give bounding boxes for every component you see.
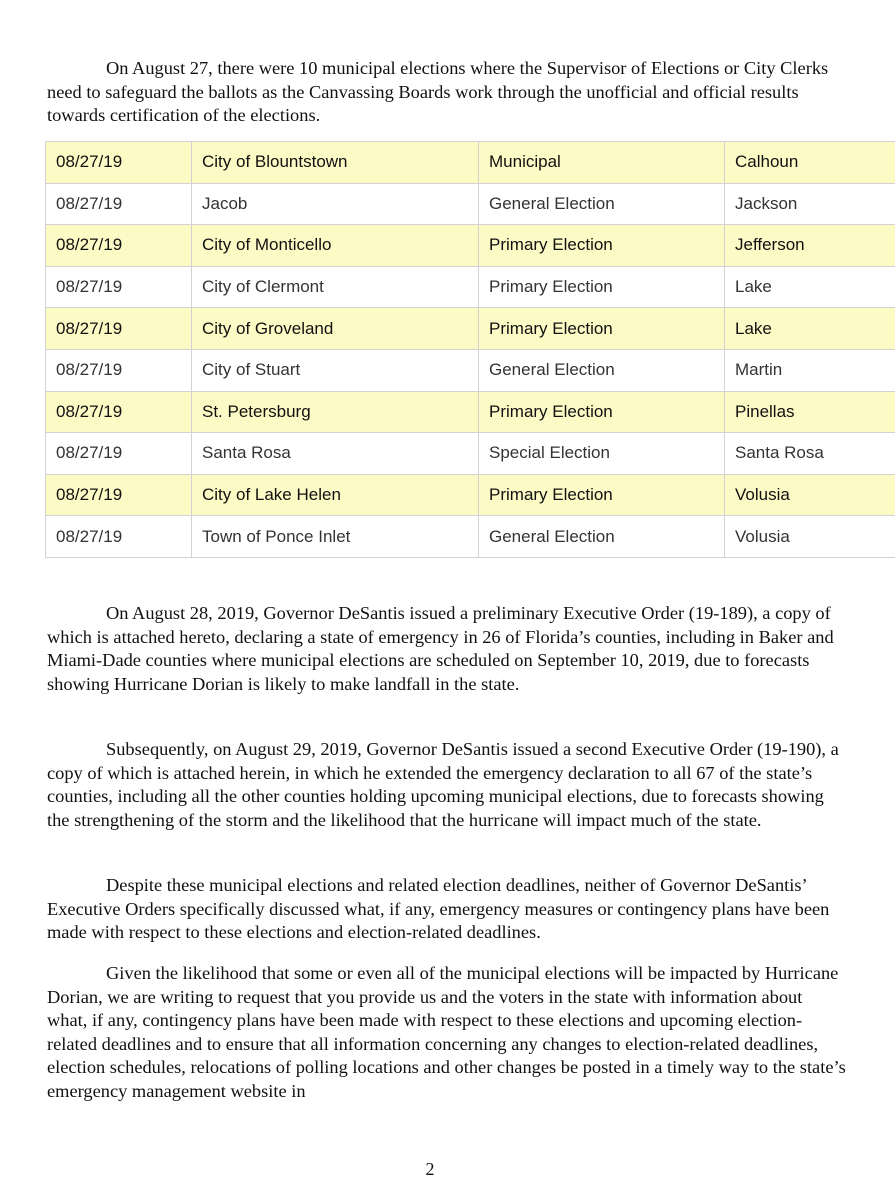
county-cell: Lake <box>725 266 895 308</box>
county-cell: Santa Rosa <box>725 433 895 475</box>
county-cell: Pinellas <box>725 391 895 433</box>
request-paragraph: Given the likelihood that some or even all of the municipal elections will be impacted by Hurricane Dorian, we are writing to request that you provide us and the voters in the state with information about what, if any, contingency plans have been made with respect to these elections and upcoming election-related deadlines and to ensure that all information concerning any changes to election-related deadlines, election schedules, relocations of polling locations and other changes be posted in a timely way to the state’s emergency management website in <box>47 963 846 1101</box>
page-number: 2 <box>425 1159 435 1179</box>
jurisdiction-cell: City of Groveland <box>192 308 479 350</box>
table-row <box>46 308 895 350</box>
election-type-cell: General Election <box>479 349 725 391</box>
table-row <box>46 183 895 225</box>
jurisdiction-cell: Town of Ponce Inlet <box>192 516 479 558</box>
table-row <box>46 266 895 308</box>
election-date-cell: 08/27/19 <box>46 516 192 558</box>
table-row <box>46 516 895 558</box>
election-type-cell: Primary Election <box>479 474 725 516</box>
election-type-cell: Primary Election <box>479 266 725 308</box>
election-date-cell: 08/27/19 <box>46 225 192 267</box>
county-cell: Martin <box>725 349 895 391</box>
election-date-cell: 08/27/19 <box>46 308 192 350</box>
jurisdiction-cell: City of Lake Helen <box>192 474 479 516</box>
election-type-cell: Special Election <box>479 433 725 475</box>
jurisdiction-cell: City of Stuart <box>192 349 479 391</box>
election-type-cell: Primary Election <box>479 225 725 267</box>
table-row <box>46 349 895 391</box>
county-cell: Calhoun <box>725 142 895 184</box>
election-type-cell: General Election <box>479 516 725 558</box>
election-date-cell: 08/27/19 <box>46 183 192 225</box>
contingency-concern-paragraph: Despite these municipal elections and related election deadlines, neither of Governor DeSantis’ Executive Orders specifically discussed what, if any, emergency measures or contingency plans have been made with respect to these elections and election-related deadlines. <box>47 875 830 943</box>
county-cell: Jefferson <box>725 225 895 267</box>
county-cell: Volusia <box>725 474 895 516</box>
table-row <box>46 391 895 433</box>
jurisdiction-cell: Santa Rosa <box>192 433 479 475</box>
intro-paragraph: On August 27, there were 10 municipal elections where the Supervisor of Elections or City Clerks need to safeguard the ballots as the Canvassing Boards work through the unofficial and official results towards certification of the elections. <box>47 58 829 126</box>
executive-order-19-189-paragraph: On August 28, 2019, Governor DeSantis issued a preliminary Executive Order (19-189), a copy of which is attached hereto, declaring a state of emergency in 26 of Florida’s counties, including in Baker and Miami-Dade counties where municipal elections are scheduled on September 10, 2019, due to forecasts showing Hurricane Dorian is likely to make landfall in the state. <box>47 603 834 694</box>
election-date-cell: 08/27/19 <box>46 474 192 516</box>
table-row <box>46 433 895 475</box>
election-date-cell: 08/27/19 <box>46 349 192 391</box>
jurisdiction-cell: St. Petersburg <box>192 391 479 433</box>
election-type-cell: Municipal <box>479 142 725 184</box>
table-row <box>46 474 895 516</box>
jurisdiction-cell: City of Clermont <box>192 266 479 308</box>
jurisdiction-cell: City of Monticello <box>192 225 479 267</box>
election-type-cell: Primary Election <box>479 391 725 433</box>
election-date-cell: 08/27/19 <box>46 142 192 184</box>
election-type-cell: Primary Election <box>479 308 725 350</box>
election-type-cell: General Election <box>479 183 725 225</box>
election-date-cell: 08/27/19 <box>46 266 192 308</box>
jurisdiction-cell: City of Blountstown <box>192 142 479 184</box>
municipal-elections-table <box>45 141 895 558</box>
executive-order-19-190-paragraph: Subsequently, on August 29, 2019, Governor DeSantis issued a second Executive Order (19-190), a copy of which is attached herein, in which he extended the emergency declaration to all 67 of the state’s counties, including all the other counties holding upcoming municipal elections, due to forecasts showing the strengthening of the storm and the likelihood that the hurricane will impact much of the state. <box>47 739 839 830</box>
election-date-cell: 08/27/19 <box>46 433 192 475</box>
jurisdiction-cell: Jacob <box>192 183 479 225</box>
county-cell: Jackson <box>725 183 895 225</box>
table-row <box>46 225 895 267</box>
election-date-cell: 08/27/19 <box>46 391 192 433</box>
county-cell: Volusia <box>725 516 895 558</box>
table-row <box>46 142 895 184</box>
county-cell: Lake <box>725 308 895 350</box>
